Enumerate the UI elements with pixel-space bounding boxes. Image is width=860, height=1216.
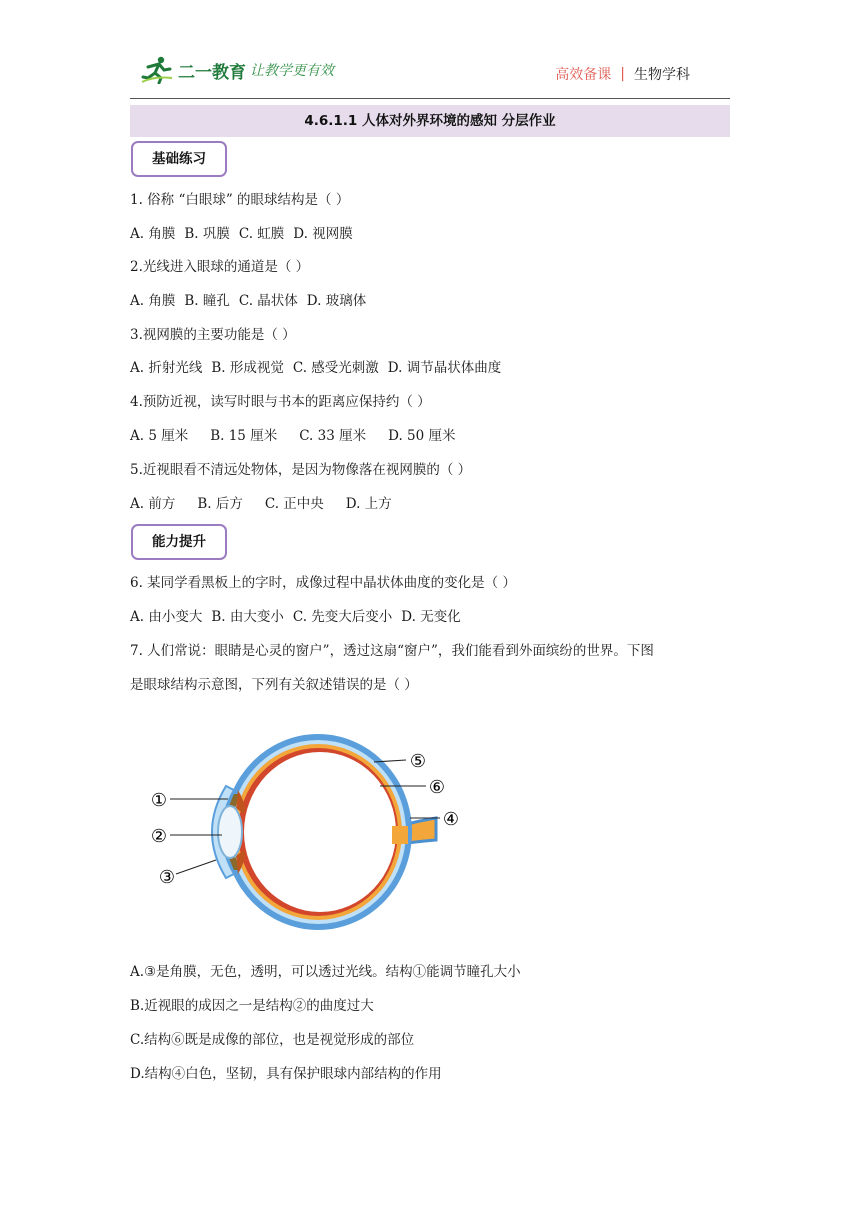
logo-slogan: 让教学更有效 [250,63,334,79]
question-2-stem: 2.光线进入眼球的通道是（ ） [130,259,310,275]
option-b: B. 15 厘米 [210,428,278,444]
question-7-choice-a: A.③是角膜，无色，透明，可以透过光线。结构①能调节瞳孔大小 [130,964,521,980]
option-a: A. 5 厘米 [130,428,189,444]
label-6: ⑥ [428,777,446,798]
option-b: B. 巩膜 [184,226,230,242]
option-d: D. 视网膜 [293,226,353,242]
label-3: ③ [158,867,176,888]
option-a: A. 角膜 [130,226,176,242]
option-b: B. 形成视觉 [211,360,284,376]
question-3-options [130,358,510,378]
vitreous-body [244,752,396,912]
option-b: B. 瞳孔 [184,293,230,309]
option-d: D. 上方 [345,496,392,512]
question-3-stem: 3.视网膜的主要功能是（ ） [130,327,296,343]
lens-shape [218,806,242,858]
label-1: ① [150,790,168,811]
option-a: A. 折射光线 [130,360,203,376]
option-c: C. 晶状体 [238,293,298,309]
question-4-options [130,426,465,446]
header-subject [555,64,690,84]
question-7-stem-line1: 7. 人们常说：眼睛是心灵的窗户”，透过这扇“窗户”，我们能看到外面缤纷的世界。下图 [130,643,654,659]
section-heading-basic: 基础练习 [131,141,227,177]
question-7-choice-d: D.结构④白色，坚韧，具有保护眼球内部结构的作用 [130,1066,442,1082]
eye-structure-diagram [140,728,480,938]
option-b: B. 后方 [197,496,243,512]
logo-brand: 二一教育 [178,62,246,83]
option-c: C. 33 厘米 [299,428,367,444]
option-c: C. 先变大后变小 [292,609,393,625]
question-7-stem-line2: 是眼球结构示意图，下列有关叙述错误的是（ ） [130,677,418,693]
option-a: A. 角膜 [130,293,176,309]
section-heading-advanced: 能力提升 [131,524,227,560]
page-title: 4.6.1.1 人体对外界环境的感知 分层作业 [130,105,730,137]
leader-line-3 [176,860,216,874]
runner-logo-icon [140,56,174,84]
optic-disc [392,826,408,844]
question-7-choice-c: C.结构⑥既是成像的部位，也是视觉形成的部位 [130,1032,415,1048]
option-c: C. 感受光刺激 [292,360,379,376]
option-a: A. 前方 [130,496,176,512]
question-7-choice-b: B.近视眼的成因之一是结构②的曲度过大 [130,998,374,1014]
question-4-stem: 4.预防近视，读写时眼与书本的距离应保持约（ ） [130,394,431,410]
question-1-stem: 1. 俗称 “白眼球” 的眼球结构是（ ） [130,192,350,208]
eye-diagram-svg [140,728,480,938]
label-4: ④ [442,809,460,830]
label-5: ⑤ [409,751,427,772]
logo [140,56,334,84]
option-c: C. 虹膜 [238,226,285,242]
question-6-options [130,607,470,627]
question-1-options [130,224,362,244]
page-header [130,52,730,98]
question-5-options [130,494,401,514]
option-a: A. 由小变大 [130,609,203,625]
question-2-options [130,291,375,311]
label-2: ② [150,826,168,847]
option-c: C. 正中央 [264,496,324,512]
option-d: D. 无变化 [401,609,461,625]
header-divider [130,98,730,99]
question-6-stem: 6. 某同学看黑板上的字时，成像过程中晶状体曲度的变化是（ ） [130,575,516,591]
option-b: B. 由大变小 [211,609,284,625]
question-5-stem: 5.近视眼看不清远处物体，是因为物像落在视网膜的（ ） [130,462,472,478]
option-d: D. 50 厘米 [388,428,456,444]
header-separator: | [620,66,625,82]
option-d: D. 玻璃体 [306,293,367,309]
option-d: D. 调节晶状体曲度 [387,360,502,376]
header-label-prep: 高效备课 [555,67,612,83]
header-label-subject: 生物学科 [634,67,690,83]
